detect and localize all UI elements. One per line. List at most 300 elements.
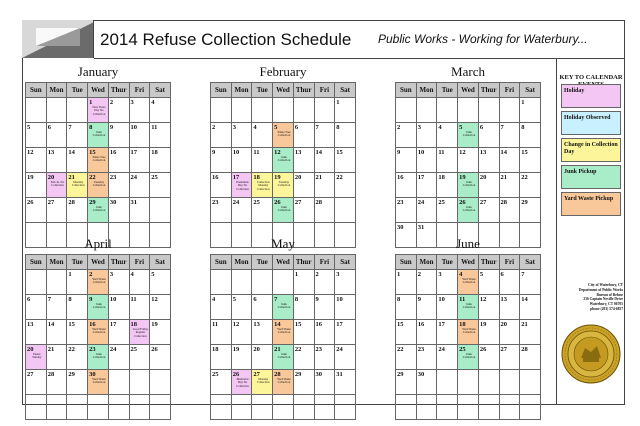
key-item-yard (561, 192, 621, 216)
event-note: Junk Collection (462, 180, 476, 188)
day-cell (520, 173, 541, 198)
day-cell (520, 345, 541, 370)
day-cell (211, 345, 232, 370)
day-number: 1 (294, 271, 299, 278)
day-cell (293, 345, 314, 370)
day-cell (416, 98, 437, 123)
event-note: Yard Waste Collection (462, 327, 476, 335)
day-cell (108, 270, 129, 295)
day-cell (129, 370, 150, 395)
day-number: 17 (417, 174, 425, 181)
day-cell (437, 370, 458, 395)
day-number: 25 (212, 371, 219, 378)
day-number: 4 (212, 296, 216, 303)
event-note: Junk Collection (277, 302, 291, 310)
day-number: 26 (27, 199, 34, 206)
day-number: 20 (479, 174, 487, 181)
day-number: 2 (89, 271, 93, 278)
day-cell (314, 98, 335, 123)
day-cell (252, 123, 273, 148)
day-number: 6 (253, 296, 257, 303)
calendar-march (395, 82, 541, 248)
day-number: 26 (274, 199, 281, 206)
day-cell (88, 98, 109, 123)
weekday-label: Tue (437, 83, 458, 98)
day-cell (211, 123, 232, 148)
week-row (396, 198, 541, 223)
day-number: 10 (130, 124, 138, 131)
day-cell (499, 370, 520, 395)
day-number: 27 (47, 199, 55, 206)
day-number: 14 (274, 321, 281, 328)
day-cell (231, 123, 252, 148)
day-number: 16 (109, 149, 117, 156)
day-number: 5 (274, 124, 278, 131)
weekday-label: Sun (211, 255, 232, 270)
day-cell (88, 173, 109, 198)
event-note: Xmas Tree Collection (92, 155, 106, 163)
day-cell (293, 370, 314, 395)
day-number: 3 (336, 271, 340, 278)
weekday-header-row (26, 255, 171, 270)
weekday-label: Sat (335, 255, 356, 270)
day-cell (88, 320, 109, 345)
day-cell (88, 148, 109, 173)
day-number: 4 (438, 124, 442, 131)
day-number: 12 (479, 296, 487, 303)
day-cell (252, 198, 273, 223)
day-number: 22 (397, 346, 404, 353)
weekday-label: Mon (46, 255, 67, 270)
day-cell (314, 173, 335, 198)
day-number: 30 (109, 199, 117, 206)
day-number: 16 (417, 321, 425, 328)
day-cell (67, 370, 88, 395)
week-row (211, 123, 356, 148)
day-number: 30 (315, 371, 323, 378)
day-number: 15 (336, 149, 343, 156)
day-number: 17 (232, 174, 240, 181)
day-number: 1 (336, 99, 340, 106)
day-number: 15 (89, 149, 96, 156)
day-cell (437, 395, 458, 420)
weekday-label: Sun (396, 83, 417, 98)
week-row (396, 295, 541, 320)
week-row (26, 173, 171, 198)
day-number: 23 (417, 346, 425, 353)
day-cell (129, 173, 150, 198)
weekday-label: Sat (520, 255, 541, 270)
day-number: 13 (500, 296, 508, 303)
day-cell (67, 295, 88, 320)
weekday-label: Tue (437, 255, 458, 270)
day-number: 19 (459, 174, 466, 181)
week-row (26, 98, 171, 123)
key-item-observed (561, 111, 621, 135)
day-cell (499, 98, 520, 123)
day-cell (478, 320, 499, 345)
day-cell (88, 295, 109, 320)
day-cell (129, 320, 150, 345)
day-cell (273, 270, 294, 295)
day-cell (273, 198, 294, 223)
day-cell (252, 295, 273, 320)
weekday-label: Wed (273, 83, 294, 98)
day-cell (150, 123, 171, 148)
day-number: 26 (479, 346, 487, 353)
week-row (396, 98, 541, 123)
day-cell (88, 345, 109, 370)
day-number: 29 (294, 371, 302, 378)
weekday-label: Mon (416, 255, 437, 270)
key-item-change (561, 138, 621, 162)
day-cell (458, 395, 479, 420)
day-number: 19 (274, 174, 281, 181)
day-cell (335, 98, 356, 123)
week-row (396, 173, 541, 198)
weekday-label: Wed (88, 83, 109, 98)
week-row (211, 98, 356, 123)
day-number: 25 (438, 199, 445, 206)
day-cell (108, 123, 129, 148)
day-cell (314, 123, 335, 148)
day-cell (67, 148, 88, 173)
day-cell (46, 98, 67, 123)
day-number: 27 (27, 371, 34, 378)
day-cell (231, 395, 252, 420)
weekday-header-row (396, 83, 541, 98)
day-cell (150, 198, 171, 223)
day-cell (335, 370, 356, 395)
key-item-label: Yard Waste Pickup (564, 196, 614, 202)
day-cell (211, 173, 232, 198)
day-cell (26, 198, 47, 223)
day-cell (293, 270, 314, 295)
event-note: Good Friday Regular Collection (132, 327, 148, 338)
day-number: 5 (459, 124, 463, 131)
day-number: 8 (294, 296, 299, 303)
day-number: 2 (315, 271, 319, 278)
day-number: 25 (130, 346, 138, 353)
day-number: 2 (397, 124, 401, 131)
day-number: 1 (521, 99, 525, 106)
weekday-label: Fri (499, 83, 520, 98)
day-number: 17 (438, 321, 445, 328)
weekday-header-row (211, 255, 356, 270)
event-note: Yard Waste Collection (277, 327, 291, 335)
day-cell (520, 395, 541, 420)
day-cell (437, 320, 458, 345)
day-number: 3 (232, 124, 236, 131)
week-row (396, 270, 541, 295)
day-cell (520, 320, 541, 345)
day-cell (458, 173, 479, 198)
day-number: 13 (27, 321, 34, 328)
week-row (211, 370, 356, 395)
day-number: 18 (130, 321, 138, 328)
day-number: 14 (500, 149, 508, 156)
day-number: 24 (232, 199, 240, 206)
day-cell (211, 370, 232, 395)
day-number: 16 (89, 321, 96, 328)
month-title: January (77, 64, 119, 79)
day-number: 15 (294, 321, 302, 328)
day-number: 6 (500, 271, 504, 278)
day-cell (108, 395, 129, 420)
city-info-line: Department of Public Works (578, 287, 623, 292)
day-cell (231, 345, 252, 370)
event-note: Presidents Day No Collection (236, 180, 249, 191)
day-cell (520, 295, 541, 320)
key-item-label: Holiday Observed (564, 115, 611, 121)
day-number: 23 (212, 199, 219, 206)
day-number: 11 (438, 149, 445, 156)
day-number: 23 (397, 199, 404, 206)
day-cell (252, 345, 273, 370)
day-number: 10 (109, 296, 117, 303)
day-number: 20 (294, 174, 302, 181)
day-cell (88, 198, 109, 223)
day-number: 25 (253, 199, 260, 206)
day-cell (26, 98, 47, 123)
day-cell (211, 148, 232, 173)
week-row (211, 320, 356, 345)
day-cell (67, 395, 88, 420)
day-number: 31 (130, 199, 138, 206)
day-cell (335, 270, 356, 295)
day-cell (499, 395, 520, 420)
day-cell (252, 320, 273, 345)
day-cell (67, 198, 88, 223)
day-cell (108, 370, 129, 395)
calendar-june (395, 254, 541, 420)
day-cell (150, 395, 171, 420)
day-cell (499, 198, 520, 223)
day-cell (458, 320, 479, 345)
day-cell (26, 345, 47, 370)
day-cell (211, 295, 232, 320)
day-number: 26 (459, 199, 466, 206)
weekday-label: Wed (273, 255, 294, 270)
weekday-label: Thur (108, 255, 129, 270)
day-cell (478, 270, 499, 295)
day-cell (520, 370, 541, 395)
day-number: 1 (89, 99, 93, 106)
day-cell (273, 395, 294, 420)
month-title: May (271, 236, 295, 251)
day-number: 6 (294, 124, 299, 131)
city-info-line: City of Waterbury, CT (588, 283, 623, 287)
weekday-label: Tue (252, 255, 273, 270)
day-cell (478, 173, 499, 198)
day-cell (396, 198, 417, 223)
day-number: 12 (232, 321, 240, 328)
day-cell (150, 148, 171, 173)
day-cell (67, 98, 88, 123)
day-number: 18 (151, 149, 158, 156)
event-note: Junk Collection (92, 302, 106, 310)
day-cell (335, 320, 356, 345)
day-number: 14 (68, 149, 75, 156)
day-cell (499, 345, 520, 370)
day-cell (46, 395, 67, 420)
day-number: 29 (68, 371, 75, 378)
day-number: 18 (253, 174, 260, 181)
day-cell (150, 295, 171, 320)
day-number: 11 (151, 124, 158, 131)
day-number: 28 (68, 199, 75, 206)
day-cell (396, 148, 417, 173)
day-number: 20 (253, 346, 260, 353)
day-number: 5 (232, 296, 236, 303)
day-cell (211, 270, 232, 295)
day-cell (129, 98, 150, 123)
day-number: 28 (47, 371, 55, 378)
day-cell (46, 345, 67, 370)
day-number: 26 (232, 371, 240, 378)
day-number: 8 (336, 124, 340, 131)
day-cell (499, 295, 520, 320)
day-cell (437, 345, 458, 370)
day-cell (129, 270, 150, 295)
key-item-junk (561, 165, 621, 189)
day-cell (396, 320, 417, 345)
day-cell (335, 198, 356, 223)
day-cell (150, 370, 171, 395)
day-cell (416, 198, 437, 223)
day-cell (335, 295, 356, 320)
week-row (26, 370, 171, 395)
week-row (211, 295, 356, 320)
day-number: 15 (521, 149, 528, 156)
week-row (211, 173, 356, 198)
day-number: 1 (397, 271, 401, 278)
weekday-label: Wed (88, 255, 109, 270)
day-number: 24 (336, 346, 343, 353)
day-cell (458, 295, 479, 320)
day-number: 18 (212, 346, 219, 353)
day-cell (458, 198, 479, 223)
week-row (211, 270, 356, 295)
event-note: Junk Collection (462, 130, 476, 138)
day-cell (416, 370, 437, 395)
day-number: 9 (89, 296, 93, 303)
city-info-line: Waterbury, CT 06705 (589, 302, 623, 307)
day-number: 30 (89, 371, 96, 378)
day-number: 20 (47, 174, 55, 181)
day-cell (478, 345, 499, 370)
day-number: 31 (336, 371, 343, 378)
event-note: Junk Collection (92, 130, 106, 138)
day-number: 17 (130, 149, 138, 156)
day-cell (416, 173, 437, 198)
weekday-label: Tue (252, 83, 273, 98)
weekday-label: Thur (293, 83, 314, 98)
day-cell (499, 148, 520, 173)
event-note: Junk Collection (277, 205, 291, 213)
day-number: 11 (459, 296, 466, 303)
week-row (396, 345, 541, 370)
weekday-label: Sun (211, 83, 232, 98)
day-number: 9 (417, 296, 421, 303)
day-cell (314, 345, 335, 370)
day-cell (273, 370, 294, 395)
day-cell (252, 148, 273, 173)
day-cell (46, 320, 67, 345)
day-number: 16 (212, 174, 219, 181)
day-cell (293, 295, 314, 320)
day-cell (129, 295, 150, 320)
day-number: 26 (151, 346, 158, 353)
day-cell (231, 98, 252, 123)
day-number: 24 (438, 346, 445, 353)
day-number: 24 (417, 199, 425, 206)
day-cell (26, 123, 47, 148)
day-cell (396, 98, 417, 123)
week-row (211, 148, 356, 173)
day-cell (273, 173, 294, 198)
day-cell (46, 173, 67, 198)
event-note: Junk Collection (462, 205, 476, 213)
day-cell (150, 345, 171, 370)
day-cell (88, 395, 109, 420)
day-cell (211, 320, 232, 345)
weekday-label: Sat (150, 83, 171, 98)
day-number: 14 (521, 296, 528, 303)
day-number: 4 (459, 271, 463, 278)
day-number: 22 (336, 174, 343, 181)
weekday-header-row (26, 83, 171, 98)
event-note: Tuesday Collection (277, 180, 291, 188)
day-cell (273, 148, 294, 173)
day-cell (293, 98, 314, 123)
week-row (211, 198, 356, 223)
day-cell (46, 295, 67, 320)
day-number: 21 (47, 346, 55, 353)
day-cell (26, 270, 47, 295)
day-cell (499, 173, 520, 198)
day-number: 11 (212, 321, 219, 328)
day-cell (396, 395, 417, 420)
day-number: 27 (479, 199, 487, 206)
day-number: 24 (109, 346, 117, 353)
day-cell (46, 198, 67, 223)
day-number: 28 (274, 371, 281, 378)
day-cell (396, 345, 417, 370)
weekday-label: Sat (335, 83, 356, 98)
day-cell (231, 148, 252, 173)
day-cell (293, 173, 314, 198)
day-number: 10 (417, 149, 425, 156)
day-cell (231, 370, 252, 395)
day-cell (26, 295, 47, 320)
day-number: 29 (397, 371, 404, 378)
day-cell (293, 395, 314, 420)
day-number: 13 (253, 321, 260, 328)
day-cell (129, 198, 150, 223)
weekday-label: Mon (231, 255, 252, 270)
day-number: 21 (521, 321, 528, 328)
weekday-label: Sun (26, 255, 47, 270)
day-number: 11 (253, 149, 260, 156)
weekday-label: Sun (396, 255, 417, 270)
day-cell (252, 370, 273, 395)
day-cell (108, 320, 129, 345)
day-number: 31 (417, 224, 425, 231)
day-number: 8 (521, 124, 525, 131)
day-cell (26, 395, 47, 420)
day-number: 29 (89, 199, 96, 206)
